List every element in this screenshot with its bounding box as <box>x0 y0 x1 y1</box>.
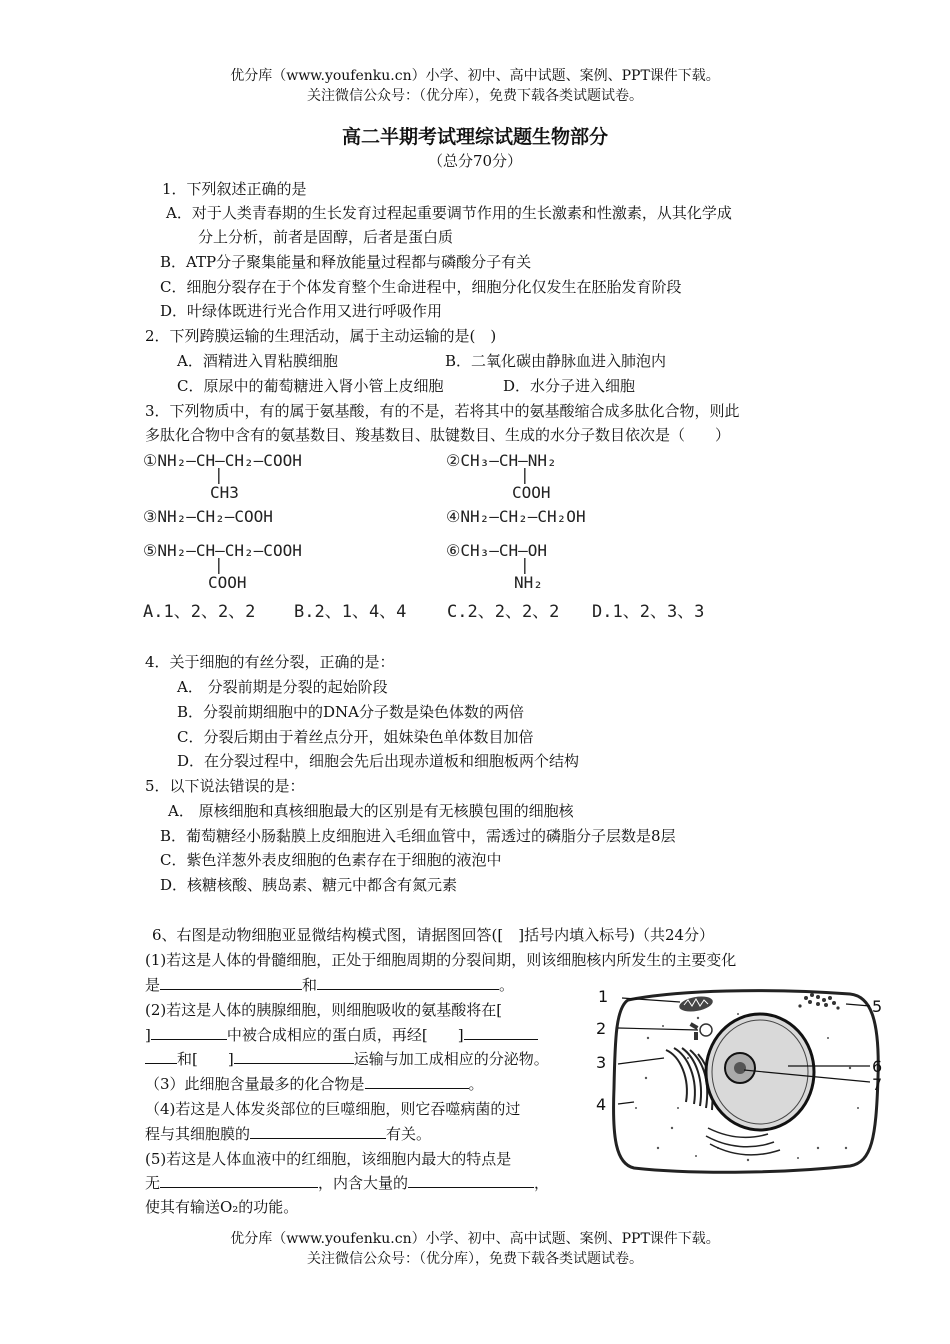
q3-option-b: B.2、1、4、4 <box>294 602 407 622</box>
compound-5-bond: | <box>214 555 224 574</box>
compound-1-branch: CH3 <box>210 483 239 502</box>
answer-blank-5[interactable] <box>145 1049 177 1064</box>
compound-4: ④NH₂—CH₂—CH₂OH <box>446 507 586 526</box>
q2-option-c: C．原尿中的葡萄糖进入肾小管上皮细胞 <box>177 377 444 395</box>
answer-blank-1[interactable] <box>160 975 302 990</box>
q6-part5-c: 使其有输送O₂的功能。 <box>145 1198 299 1216</box>
q3-option-c: C.2、2、2、2 <box>447 602 560 622</box>
q6-part4-b-end: 有关。 <box>386 1125 432 1143</box>
q2-option-a: A．酒精进入胃粘膜细胞 <box>177 352 338 370</box>
footer-line-2: 关注微信公众号：（优分库），免费下载各类试题试卷。 <box>307 1251 643 1267</box>
q6-part4-b <box>145 1124 431 1144</box>
answer-blank-10[interactable] <box>408 1173 534 1188</box>
compound-1-bond: | <box>214 465 224 484</box>
q6-part2-c-end: 运输与加工成相应的分泌物。 <box>353 1050 549 1068</box>
q6-part2-a: (2)若这是人体的胰腺细胞，则细胞吸收的氨基酸将在[ <box>145 1001 503 1019</box>
header-line-2: 关注微信公众号：（优分库），免费下载各类试题试卷。 <box>307 88 643 104</box>
compound-6: ⑥CH₃—CH—OH <box>446 541 548 560</box>
q6-part2-c <box>145 1049 549 1069</box>
q1-option-d: D．叶绿体既进行光合作用又进行呼吸作用 <box>160 302 443 320</box>
q6-part1-b <box>145 975 514 995</box>
q6-part5-b <box>145 1173 549 1193</box>
q2-stem: 2．下列跨膜运输的生理活动，属于主动运输的是( ) <box>145 327 497 345</box>
header-line-1: 优分库（www.youfenku.cn）小学、初中、高中试题、案例、PPT课件下载。 <box>230 68 720 84</box>
q4-option-c: C．分裂后期由于着丝点分开，姐妹染色单体数目加倍 <box>177 728 534 746</box>
q6-part2-b <box>145 1025 538 1045</box>
compound-6-bond: | <box>520 555 530 574</box>
q2-option-b: B．二氧化碳由静脉血进入肺泡内 <box>445 352 667 370</box>
q6-part5-b-end: ， <box>534 1174 550 1192</box>
page-title: 高二半期考试理综试题生物部分 <box>341 126 608 148</box>
q5-option-b: B．葡萄糖经小肠黏膜上皮细胞进入毛细血管中，需透过的磷脂分子层数是8层 <box>160 827 676 845</box>
answer-blank-8[interactable] <box>250 1124 386 1139</box>
figure-label-5: 5 <box>872 997 883 1016</box>
q1-stem: 1．下列叙述正确的是 <box>162 180 307 198</box>
q3-stem-1: 3．下列物质中，有的属于氨基酸，有的不是，若将其中的氨基酸缩合成多肽化合物，则此 <box>145 402 740 420</box>
q2-option-d: D．水分子进入细胞 <box>503 377 636 395</box>
q4-option-d: D．在分裂过程中，细胞会先后出现赤道板和细胞板两个结构 <box>177 752 580 770</box>
q6-part5-b-pre: 无 <box>145 1174 161 1192</box>
page-subtitle: （总分70分） <box>427 152 523 170</box>
footer-line-1: 优分库（www.youfenku.cn）小学、初中、高中试题、案例、PPT课件下载。 <box>230 1231 720 1247</box>
q6-part3 <box>145 1074 484 1094</box>
q6-part5-a: (5)若这是人体血液中的红细胞，该细胞内最大的特点是 <box>145 1150 512 1168</box>
q6-part1-b-end: 。 <box>499 976 515 994</box>
figure-label-6: 6 <box>872 1057 883 1076</box>
q1-option-a: A．对于人类青春期的生长发育过程起重要调节作用的生长激素和性激素，从其化学成 <box>166 204 732 222</box>
animal-cell-figure <box>588 978 894 1182</box>
q6-part1-b-mid: 和 <box>302 976 318 994</box>
q5-option-c: C．紫色洋葱外表皮细胞的色素存在于细胞的液泡中 <box>160 851 502 869</box>
compound-6-branch: NH₂ <box>514 573 543 592</box>
figure-label-7: 7 <box>872 1075 883 1094</box>
figure-label-3: 3 <box>596 1053 607 1072</box>
answer-blank-2[interactable] <box>317 975 499 990</box>
q5-option-a: A． 原核细胞和真核细胞最大的区别是有无核膜包围的细胞核 <box>168 802 574 820</box>
q6-part2-b-pre: ] <box>145 1026 151 1044</box>
figure-label-2: 2 <box>596 1019 607 1038</box>
q3-option-a: A.1、2、2、2 <box>143 602 256 622</box>
answer-blank-4[interactable] <box>464 1025 538 1040</box>
compound-2: ②CH₃—CH—NH₂ <box>446 451 557 470</box>
q3-option-d: D.1、2、3、3 <box>592 602 705 622</box>
answer-blank-9[interactable] <box>160 1173 318 1188</box>
compound-5-branch: COOH <box>208 573 247 592</box>
q1-option-a-cont: 分上分析，前者是固醇，后者是蛋白质 <box>198 228 454 246</box>
compound-3: ③NH₂—CH₂—COOH <box>143 507 273 526</box>
q6-part4-b-pre: 程与其细胞膜的 <box>145 1125 251 1143</box>
q5-stem: 5．以下说法错误的是： <box>145 777 305 795</box>
q6-part1-b-pre: 是 <box>145 976 161 994</box>
q1-option-c: C．细胞分裂存在于个体发育整个生命进程中，细胞分化仅发生在胚胎发育阶段 <box>160 278 682 296</box>
q6-part2-c-mid: 和[ ] <box>177 1050 234 1068</box>
answer-blank-7[interactable] <box>365 1074 469 1089</box>
answer-blank-6[interactable] <box>234 1049 354 1064</box>
q5-option-d: D．核糖核酸、胰岛素、糖元中都含有氮元素 <box>160 876 458 894</box>
q6-part1-a: (1)若这是人体的骨髓细胞，正处于细胞周期的分裂间期，则该细胞核内所发生的主要变化 <box>145 951 737 969</box>
q1-option-b: B．ATP分子聚集能量和释放能量过程都与磷酸分子有关 <box>160 253 532 271</box>
compound-1: ①NH₂—CH—CH₂—COOH <box>143 451 302 470</box>
q6-part3-text: （3）此细胞含量最多的化合物是 <box>145 1075 365 1093</box>
q4-stem: 4．关于细胞的有丝分裂，正确的是： <box>145 653 395 671</box>
compound-2-bond: | <box>520 465 530 484</box>
answer-blank-3[interactable] <box>151 1025 227 1040</box>
q4-option-b: B．分裂前期细胞中的DNA分子数是染色体数的两倍 <box>177 703 525 721</box>
compound-2-branch: COOH <box>512 483 551 502</box>
compound-5: ⑤NH₂—CH—CH₂—COOH <box>143 541 302 560</box>
figure-label-1: 1 <box>598 987 609 1006</box>
q6-part5-b-mid: ，内含大量的 <box>318 1174 409 1192</box>
figure-label-4: 4 <box>596 1095 607 1114</box>
q4-option-a: A． 分裂前期是分裂的起始阶段 <box>177 678 388 696</box>
q3-stem-2: 多肽化合物中含有的氨基数目、羧基数目、肽键数目、生成的水分子数目依次是（ ） <box>145 426 731 444</box>
q6-part2-b-mid: 中被合成相应的蛋白质，再经[ ] <box>226 1026 464 1044</box>
q6-part3-end: 。 <box>468 1075 484 1093</box>
q6-part4-a: （4)若这是人体发炎部位的巨噬细胞，则它吞噬病菌的过 <box>145 1100 521 1118</box>
q6-stem: 6、右图是动物细胞亚显微结构模式图，请据图回答([ ]括号内填入标号)（共24分） <box>152 926 715 944</box>
